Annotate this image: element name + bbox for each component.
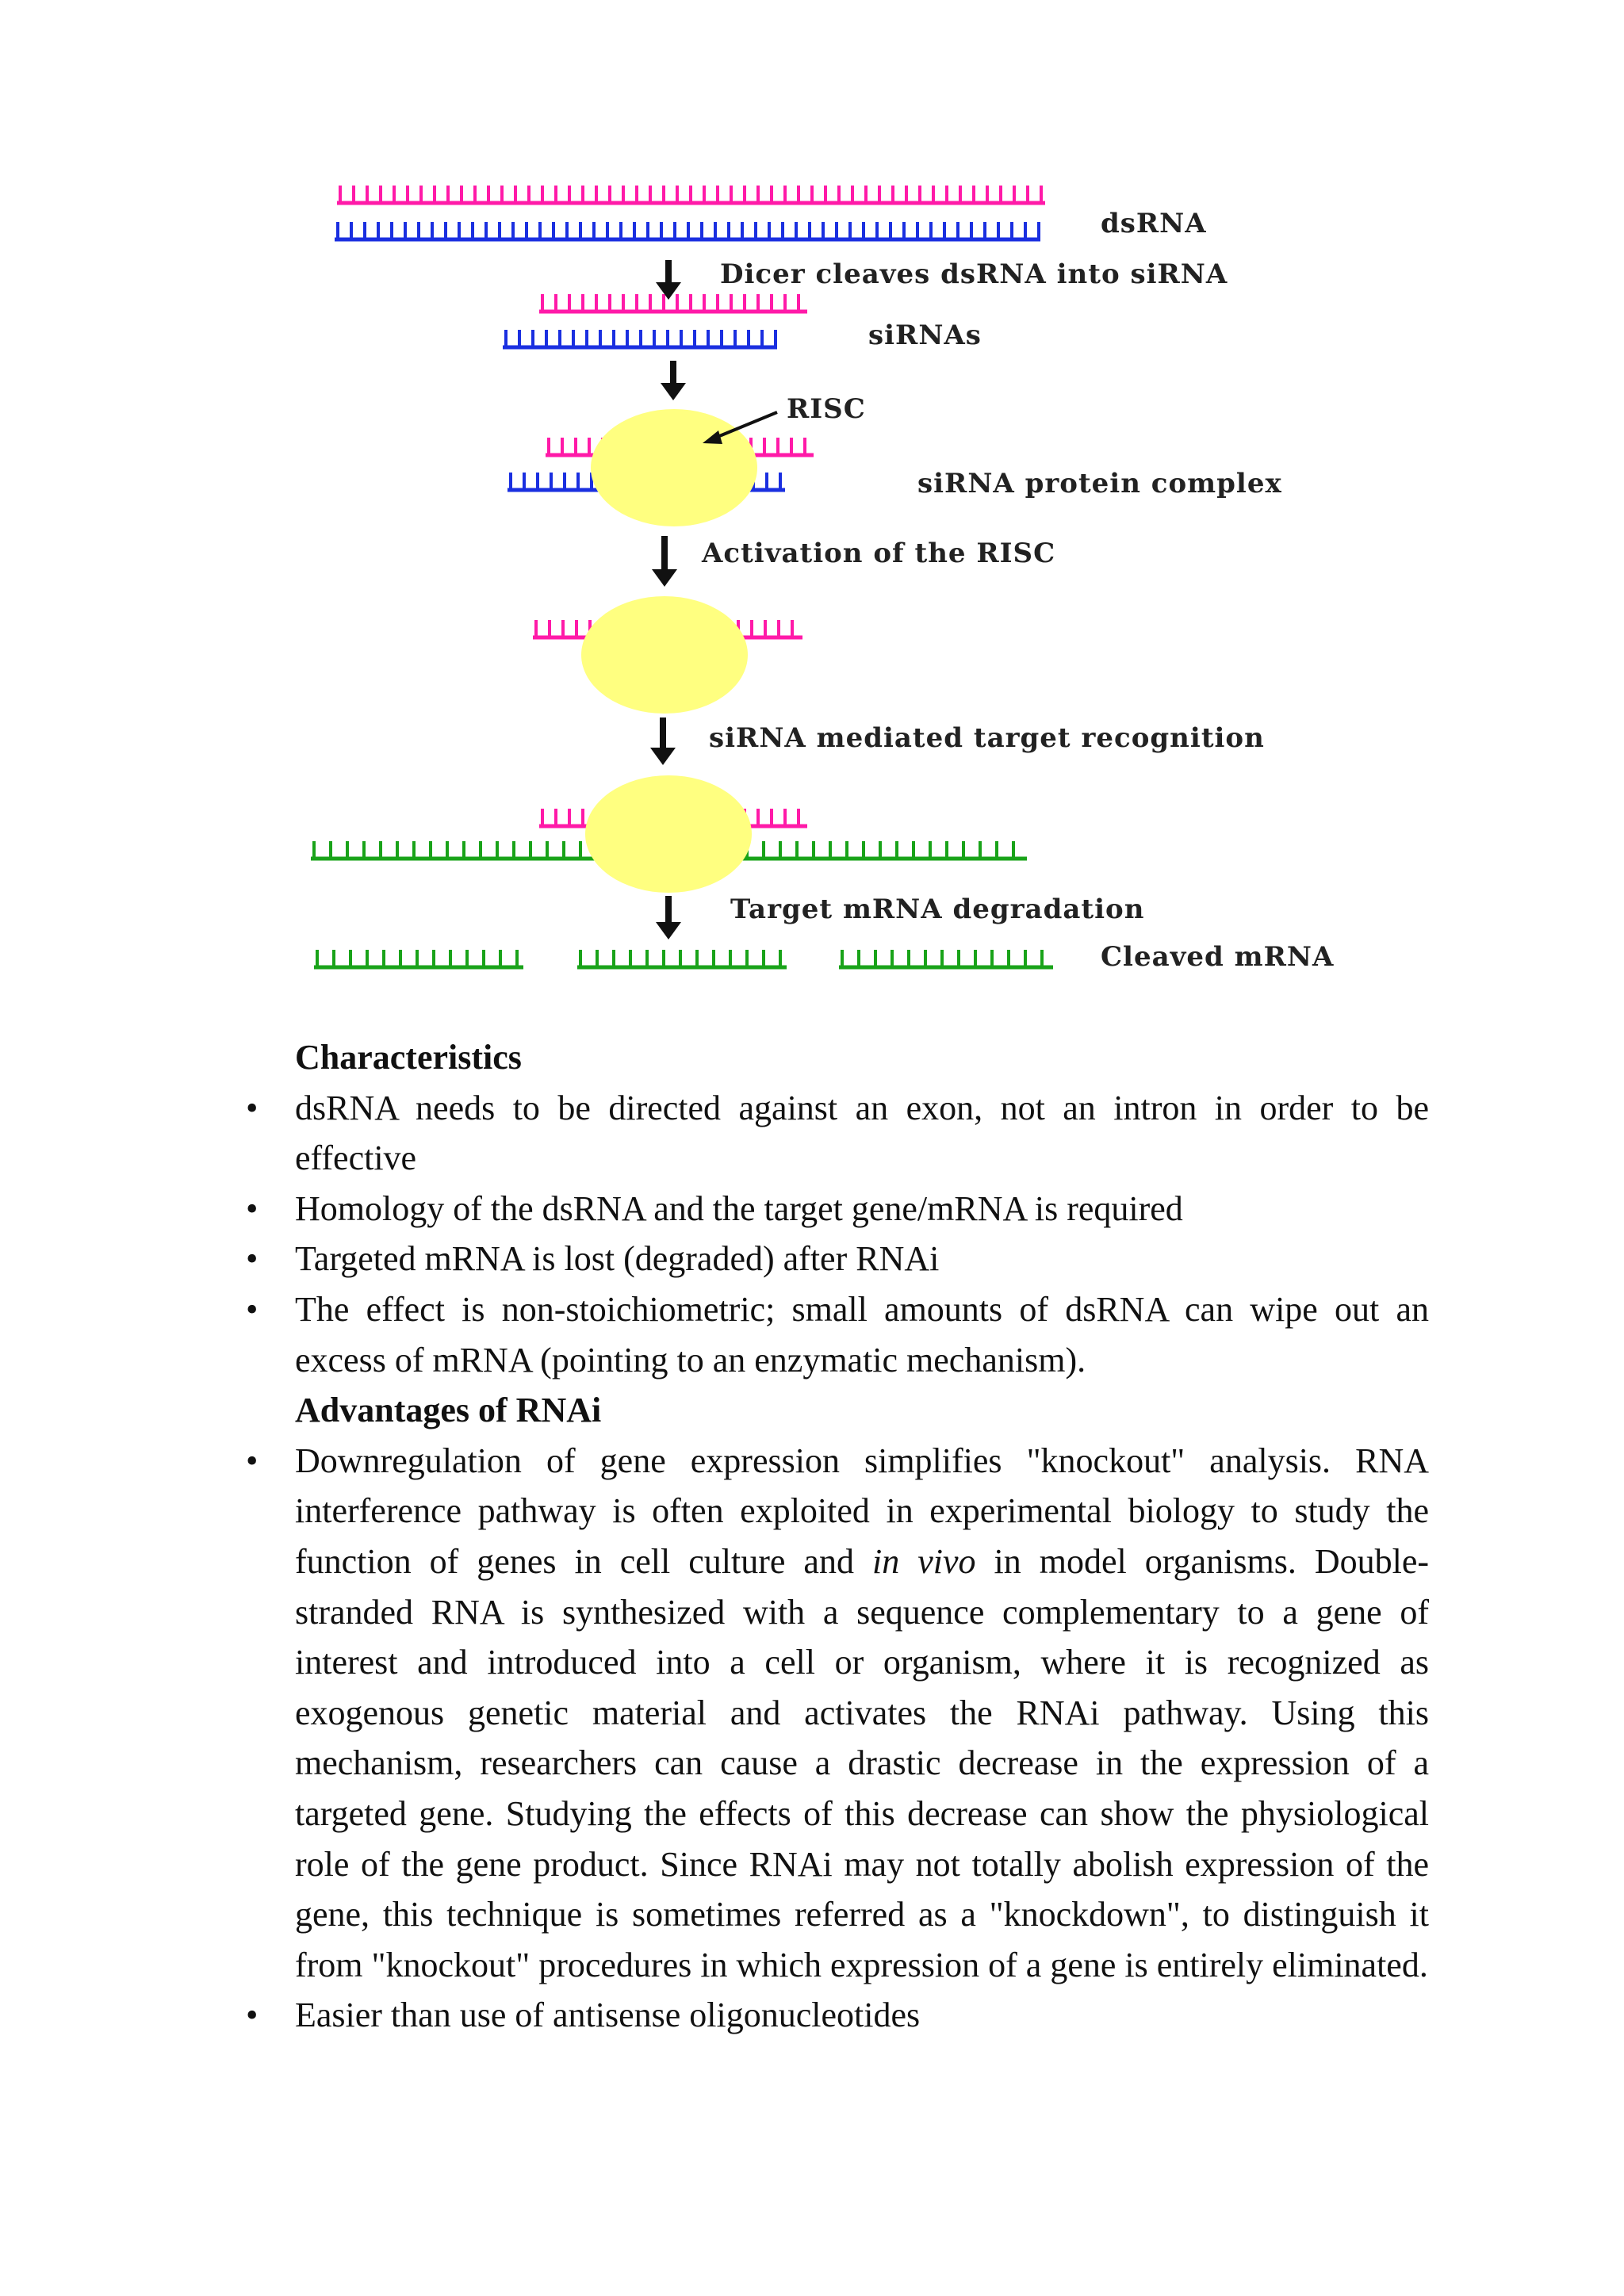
rnai-mechanism-diagram	[0, 0, 1624, 1015]
bullet-icon: •	[246, 1441, 259, 1480]
label-risc: RISC	[787, 393, 866, 425]
down-arrow-icon	[656, 260, 681, 300]
cleaved-mrna-fragment	[314, 950, 523, 967]
bullet-icon: •	[246, 1996, 259, 2035]
arrow-head	[661, 383, 686, 400]
label-dsrna: dsRNA	[1101, 208, 1207, 239]
body-text	[246, 1032, 1430, 2041]
risc-ellipse	[581, 596, 748, 714]
list-item: • Easier than use of antisense oligonucleotides	[295, 1990, 1429, 2041]
list-item: • Homology of the dsRNA and the target gene/mRNA is required	[295, 1184, 1429, 1234]
dsrna-antisense-strand	[335, 222, 1040, 239]
cleaved-mrna-fragment	[839, 950, 1053, 967]
arrow-head	[650, 748, 676, 765]
bullet-icon: •	[246, 1188, 259, 1228]
list-item: • The effect is non-stoichiometric; small amounts of dsRNA can wipe out an excess of mRNA (pointing to an enzymatic mechanism).	[295, 1284, 1429, 1385]
list-item: • Downregulation of gene expression simplifies "knockout" analysis. RNA interference pathway is often exploited in experimental biology to study the function of genes in cell culture and in vivo in model organisms. Double-stranded RNA is synthesized with a sequence complementary to a gene of interest and introduced into a cell or organism, where it is recognized as exogenous genetic material and activates the RNAi pathway. Using this mechanism, researchers can cause a drastic decrease in the expression of a targeted gene. Studying the effects of this decrease can show the physiological role of the gene product. Since RNAi may not totally abolish expression of the gene, this technique is sometimes referred as a "knockdown", to distinguish it from "knockout" procedures in which expression of a gene is entirely eliminated.	[295, 1436, 1429, 1991]
list-item: • Targeted mRNA is lost (degraded) after RNAi	[295, 1234, 1429, 1284]
bullet-icon: •	[246, 1239, 259, 1279]
label-target-recognition: siRNA mediated target recognition	[709, 722, 1265, 754]
cleaved-mrna-fragment	[577, 950, 787, 967]
sirna-antisense-strand	[503, 330, 777, 347]
label-risc-activation: Activation of the RISC	[702, 538, 1056, 569]
dsrna-sense-strand	[337, 186, 1045, 203]
label-mrna-degradation: Target mRNA degradation	[730, 894, 1145, 925]
down-arrow-icon	[656, 896, 681, 939]
arrow-head	[656, 922, 681, 939]
sirna-sense-strand	[539, 294, 807, 312]
risc-complexes	[581, 409, 757, 893]
label-sirnas: siRNAs	[868, 320, 982, 351]
risc-ellipse	[591, 409, 757, 526]
label-dicer-step: Dicer cleaves dsRNA into siRNA	[720, 258, 1228, 290]
risc-ellipse	[585, 775, 752, 893]
arrow-head	[652, 569, 677, 587]
label-cleaved-mrna: Cleaved mRNA	[1101, 941, 1335, 973]
list-item: • dsRNA needs to be directed against an exon, not an intron in order to be effective	[295, 1083, 1429, 1184]
bullet-icon: •	[246, 1088, 259, 1127]
down-arrow-icon	[661, 361, 686, 400]
label-sirna-protein-complex: siRNA protein complex	[917, 468, 1282, 499]
down-arrow-icon	[650, 718, 676, 765]
bullet-icon: •	[246, 1289, 259, 1329]
advantages-heading: Advantages of RNAi	[295, 1391, 602, 1430]
characteristics-heading: Characteristics	[295, 1038, 522, 1077]
down-arrow-icon	[652, 536, 677, 587]
